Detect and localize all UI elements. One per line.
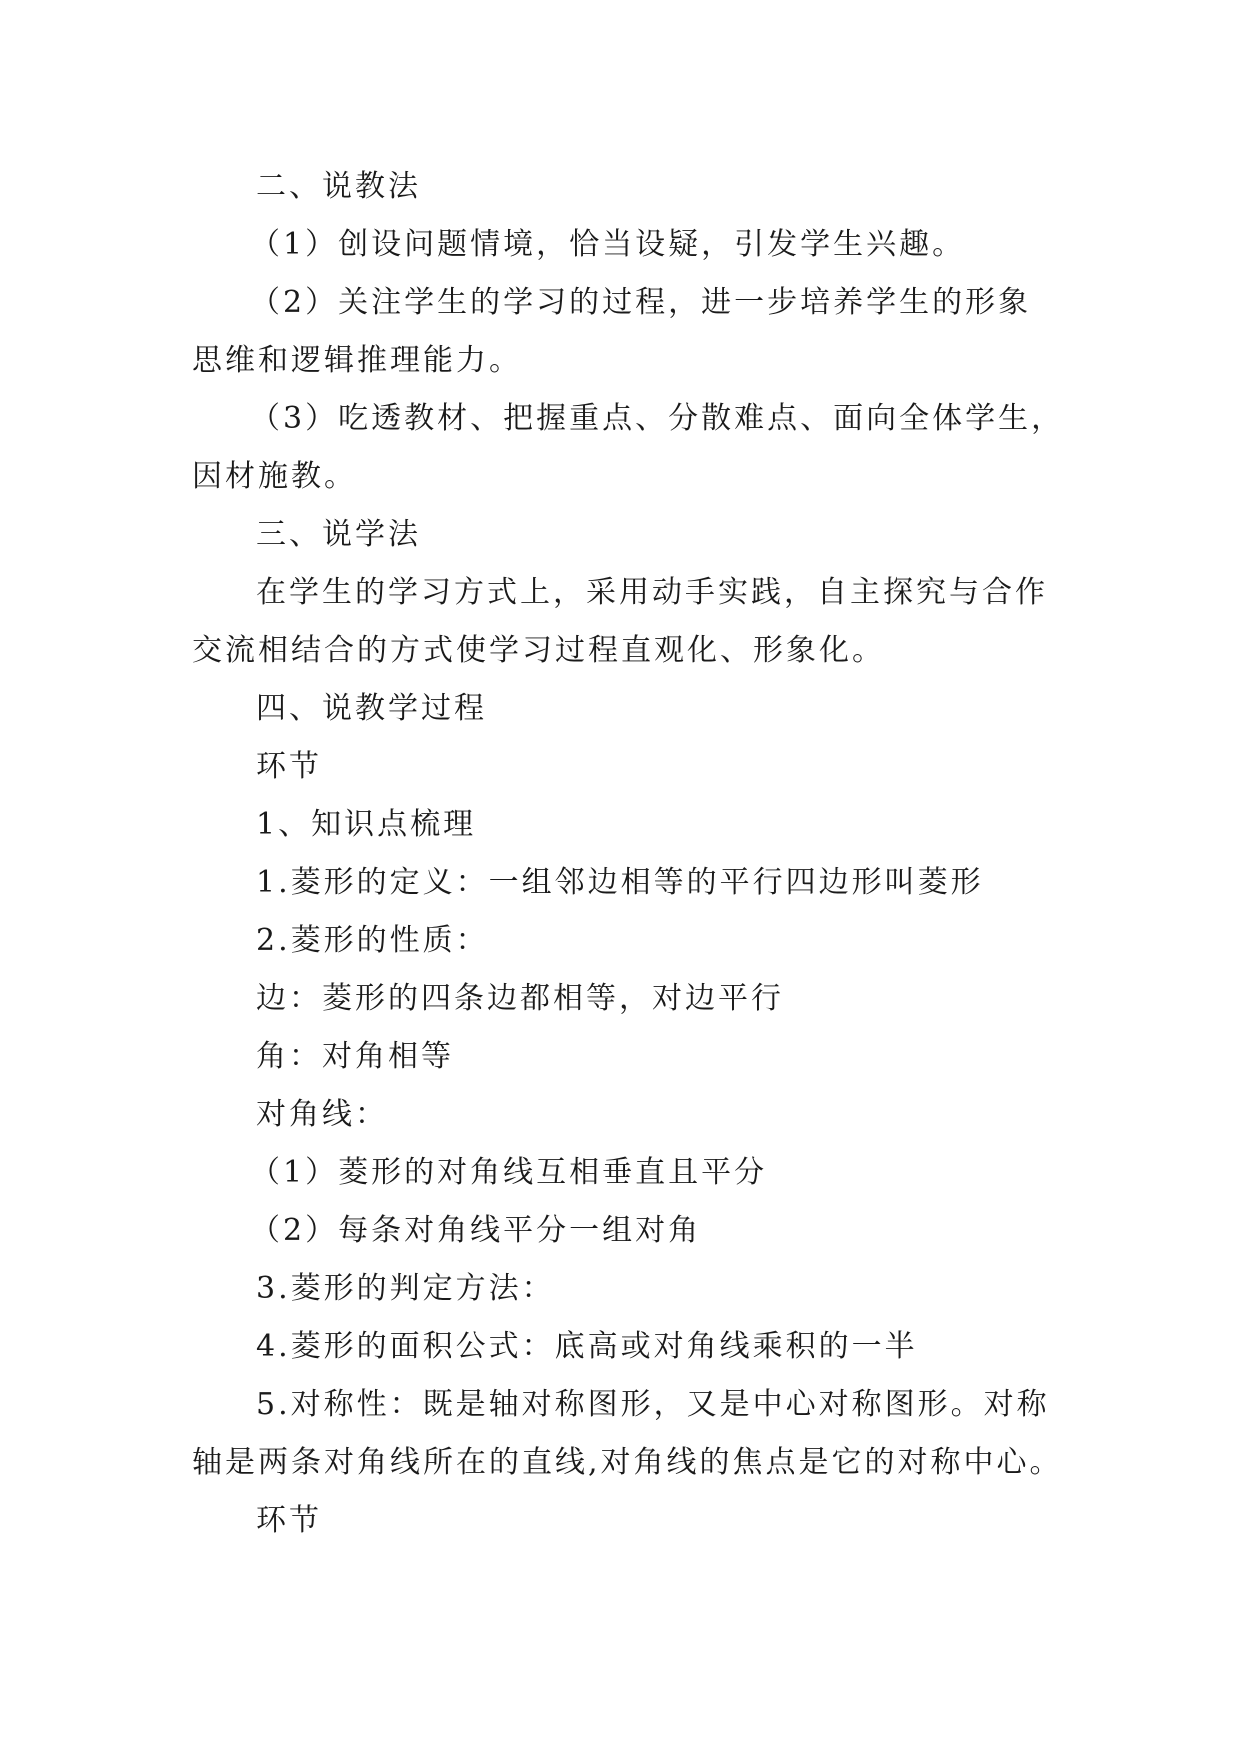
list-item: 对角线： <box>256 1097 388 1132</box>
list-item: 4.菱形的面积公式：底高或对角线乘积的一半 <box>256 1329 918 1364</box>
list-item: 2.菱形的性质： <box>256 923 489 958</box>
section-label: 环节 <box>256 749 322 784</box>
section-heading: 1、知识点梳理 <box>256 807 477 842</box>
heading-learning-method: 三、说学法 <box>256 517 421 552</box>
paragraph-line: 轴是两条对角线所在的直线,对角线的焦点是它的对称中心。 <box>192 1445 1063 1480</box>
heading-teaching-method: 二、说教法 <box>256 169 421 204</box>
heading-teaching-process: 四、说教学过程 <box>256 691 487 726</box>
list-item: 角：对角相等 <box>256 1039 454 1074</box>
list-item: 5.对称性：既是轴对称图形，又是中心对称图形。对称 <box>256 1387 1050 1422</box>
document-body <box>192 158 1072 1550</box>
paragraph-line: （3）吃透教材、把握重点、分散难点、面向全体学生， <box>250 401 1065 436</box>
list-item: （2）每条对角线平分一组对角 <box>250 1213 702 1248</box>
list-item: 3.菱形的判定方法： <box>256 1271 555 1306</box>
list-item: 1.菱形的定义：一组邻边相等的平行四边形叫菱形 <box>256 865 984 900</box>
paragraph-line: 在学生的学习方式上，采用动手实践，自主探究与合作 <box>256 575 1048 610</box>
paragraph-line: （1）创设问题情境，恰当设疑，引发学生兴趣。 <box>250 227 966 262</box>
list-item: （1）菱形的对角线互相垂直且平分 <box>250 1155 768 1190</box>
paragraph-line: 交流相结合的方式使学习过程直观化、形象化。 <box>192 633 885 668</box>
paragraph-line: 因材施教。 <box>192 459 357 494</box>
section-label: 环节 <box>256 1503 322 1538</box>
paragraph-line: 思维和逻辑推理能力。 <box>192 343 522 378</box>
list-item: 边：菱形的四条边都相等，对边平行 <box>256 981 784 1016</box>
paragraph-line: （2）关注学生的学习的过程，进一步培养学生的形象 <box>250 285 1032 320</box>
